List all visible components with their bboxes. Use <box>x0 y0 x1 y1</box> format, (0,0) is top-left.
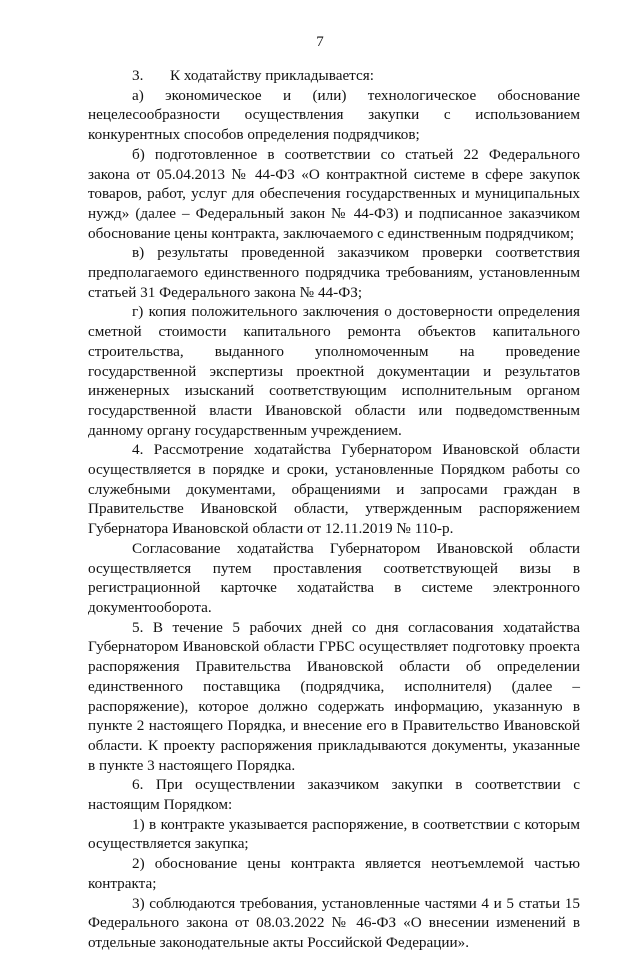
document-body <box>88 66 580 953</box>
paragraph-item-6-3: 3) соблюдаются требования, установленные частями 4 и 5 статьи 15 Федерального закона от 08.03.2022 № 46-ФЗ «О внесении изменений в отдельные законодательные акты Российской Федерации». <box>88 894 580 951</box>
paragraph-item-4: 4. Рассмотрение ходатайства Губернатором Ивановской области осуществляется в порядке и сроки, установленные Порядком работы со служебными документами, обращениями и запросами граждан в Правительстве Ивановской области, утвержденным распоряжением Губернатора Ивановской области от 12.11.2019 № 110-р. <box>88 441 580 538</box>
paragraph-item-3-intro: 3. К ходатайству прикладывается: <box>132 67 374 84</box>
paragraph-subitem-a: а) экономическое и (или) технологическое обоснование нецелесообразности осуществления закупки с использованием конкурентных способов определения подрядчиков; <box>88 86 580 144</box>
paragraph-subitem-g: г) копия положительного заключения о достоверности определения сметной стоимости капитального ремонта объектов капитального строительства, выданного уполномоченным на проведение государственной экспертизы проектной документации и результатов инженерных изысканий соответствующим исполнительным органом государственной власти Ивановской области или подведомственным данному органу государственным учреждением. <box>88 303 580 439</box>
paragraph-subitem-b: б) подготовленное в соответствии со статьей 22 Федерального закона от 05.04.2013 № 44-ФЗ «О контрактной системе в сфере закупок товаров, работ, услуг для обеспечения государственных и муниципальных нужд» (далее – Федеральный закон № 44-ФЗ) и подписанное заказчиком обоснование цены контракта, заключаемого с единственным подрядчиком; <box>88 145 580 242</box>
paragraph-item-6-intro: 6. При осуществлении заказчиком закупки в соответствии с настоящим Порядком: <box>88 776 580 814</box>
paragraph-item-5: 5. В течение 5 рабочих дней со дня согласования ходатайства Губернатором Ивановской области ГРБС осуществляет подготовку проекта распоряжения Правительства Ивановской области об определении единственного поставщика (подрядчика, исполнителя) (далее – распоряжение), которое должно содержать информацию, указанную в пункте 2 настоящего Порядка, и внесение его в Правительство Ивановской области. К проекту распоряжения прикладываются документы, указанные в пункте 3 настоящего Порядка. <box>88 618 580 774</box>
paragraph-item-6-2: 2) обоснование цены контракта является неотъемлемой частью контракта; <box>88 855 580 892</box>
page-number: 7 <box>316 34 324 50</box>
paragraph-item-4-approval: Согласование ходатайства Губернатором Ивановской области осуществляется путем проставления соответствующей визы в регистрационной карточке ходатайства в системе электронного документооборота. <box>88 539 580 616</box>
paragraph-item-6-1: 1) в контракте указывается распоряжение, в соответствии с которым осуществляется закупка; <box>88 815 580 853</box>
paragraph-subitem-v: в) результаты проведенной заказчиком проверки соответствия предполагаемого единственного подрядчика требованиям, установленным статьей 31 Федерального закона № 44-ФЗ; <box>88 244 580 301</box>
